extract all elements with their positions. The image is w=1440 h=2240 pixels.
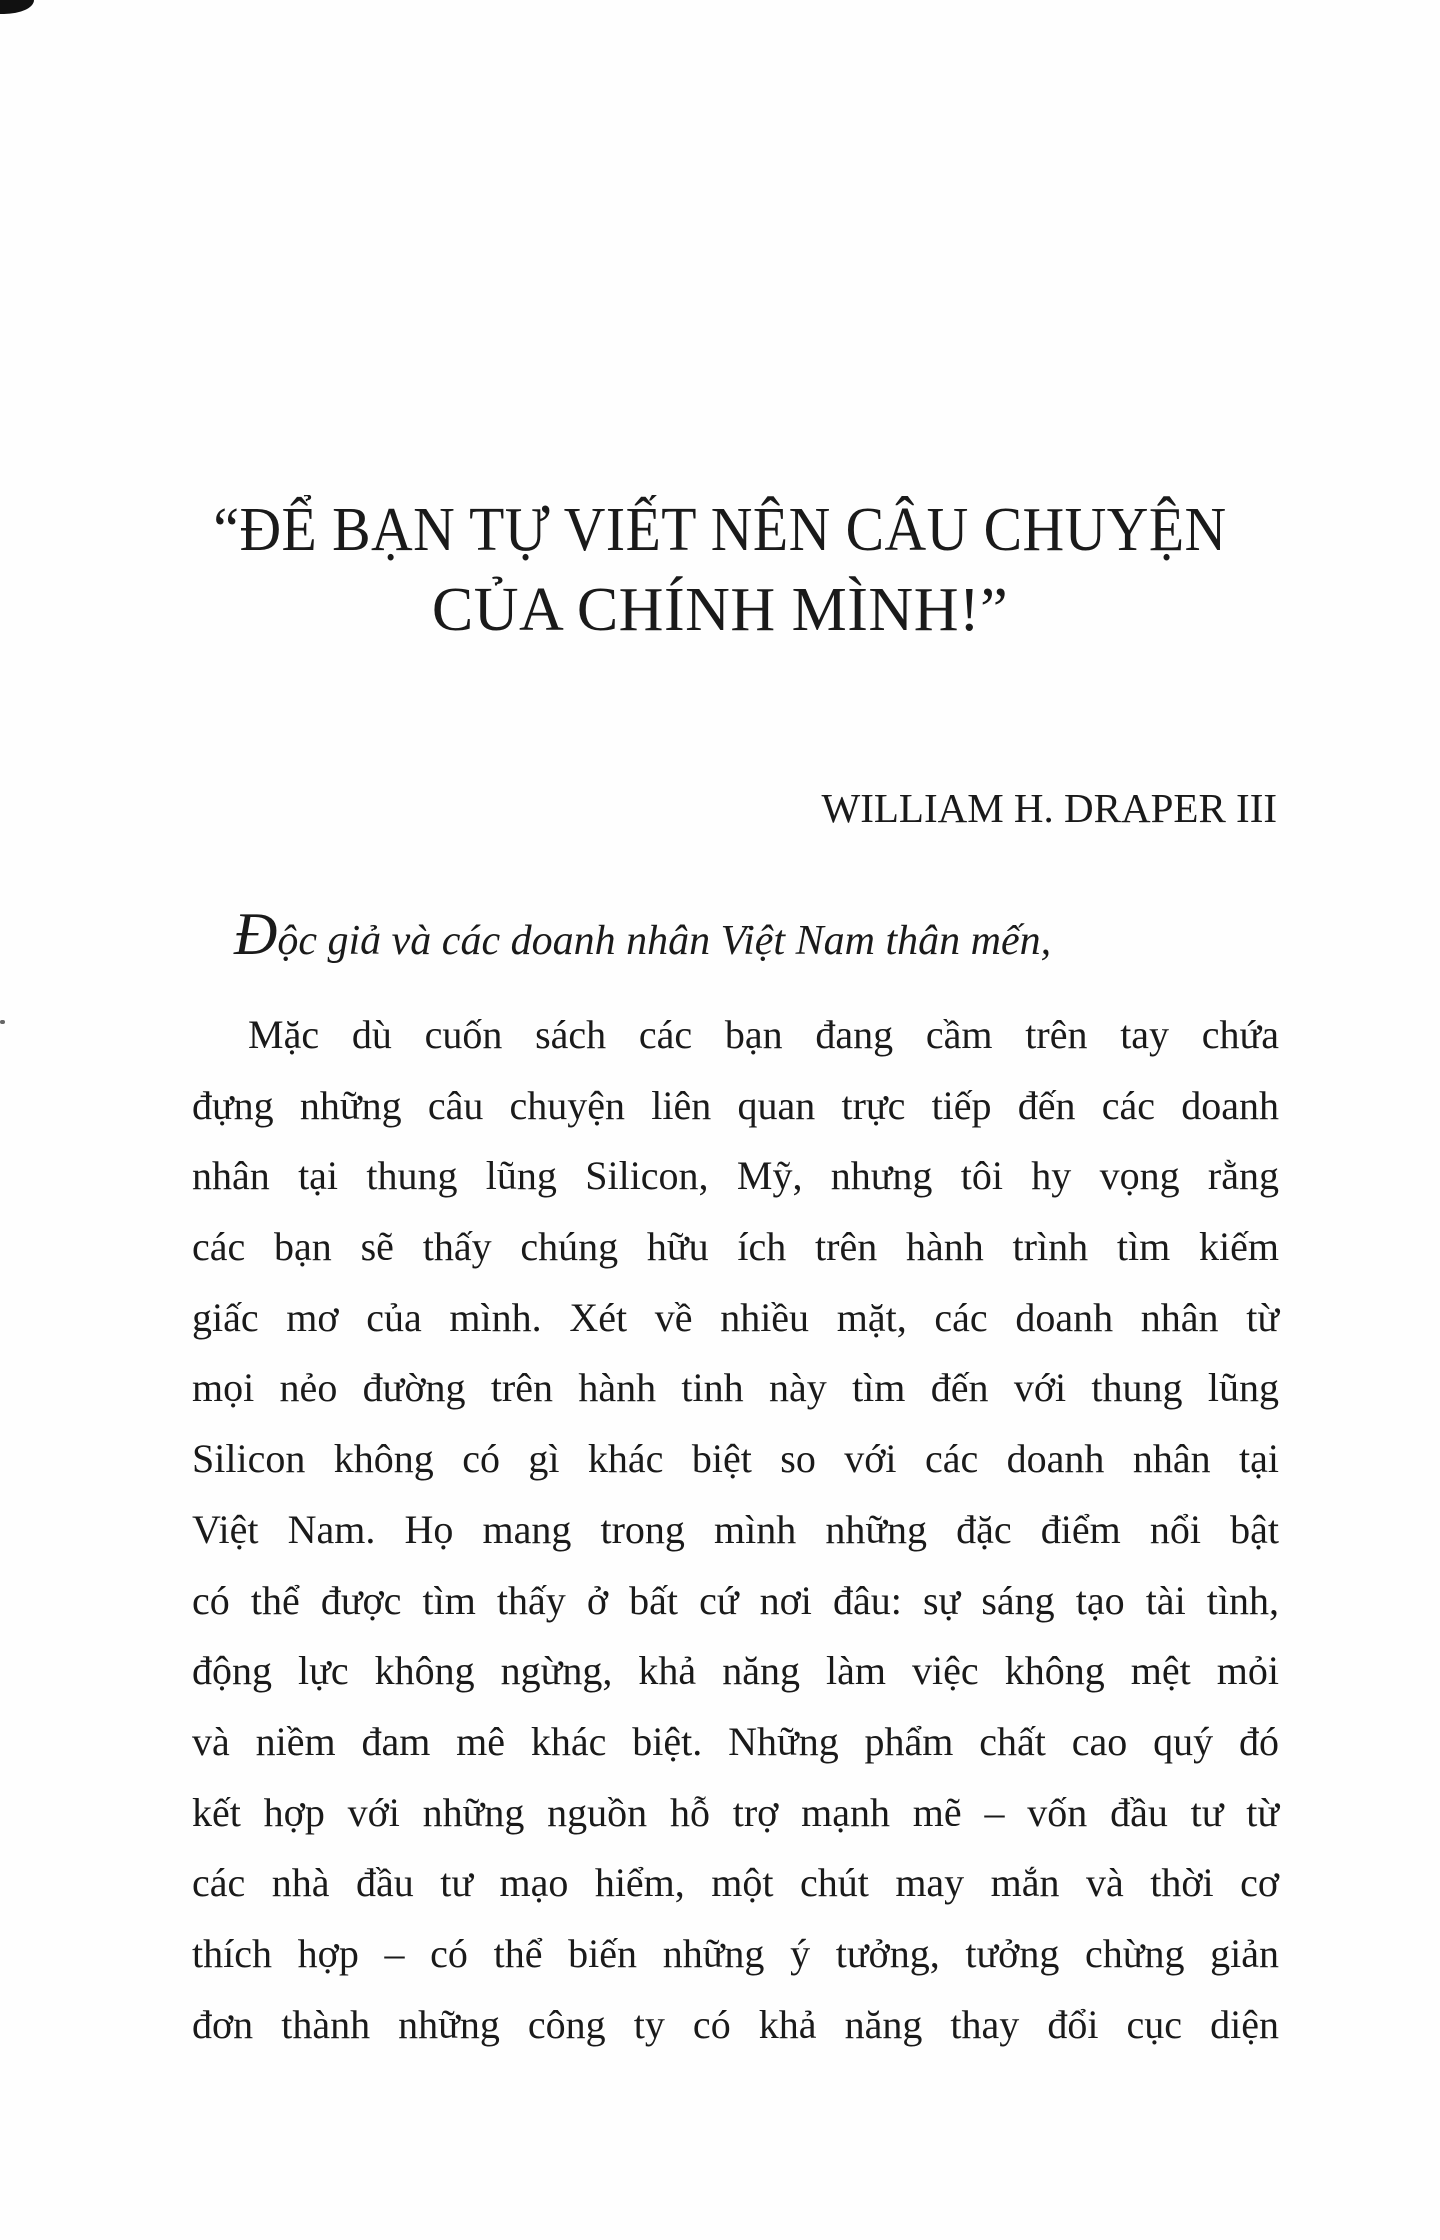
- body-line: đựng những câu chuyện liên quan trực tiếp đến các doanh: [192, 1082, 1279, 1128]
- body-line: thích hợp – có thể biến những ý tưởng, tưởng chừng giản: [192, 1930, 1279, 1976]
- body-line: nhân tại thung lũng Silicon, Mỹ, nhưng tôi hy vọng rằng: [192, 1153, 1279, 1199]
- author-name: WILLIAM H. DRAPER III: [821, 785, 1277, 831]
- title-line-2: CỦA CHÍNH MÌNH!”: [431, 576, 1009, 644]
- body-line: Việt Nam. Họ mang trong mình những đặc điểm nổi bật: [192, 1506, 1279, 1552]
- salutation-initial: Đ: [234, 901, 278, 967]
- body-line: có thể được tìm thấy ở bất cứ nơi đâu: sự sáng tạo tài tình,: [192, 1577, 1279, 1623]
- salutation: [234, 900, 1051, 969]
- page-title: [0, 490, 1440, 650]
- body-line: động lực không ngừng, khả năng làm việc không mệt mỏi: [192, 1648, 1279, 1694]
- scan-corner-mark: [0, 0, 34, 14]
- body-line: Silicon không có gì khác biệt so với các doanh nhân tại: [192, 1436, 1279, 1482]
- scan-edge-speck: [0, 1020, 5, 1024]
- body-line: và niềm đam mê khác biệt. Những phẩm chất cao quý đó: [192, 1718, 1279, 1764]
- body-line: các bạn sẽ thấy chúng hữu ích trên hành trình tìm kiếm: [192, 1224, 1279, 1270]
- body-line: mọi nẻo đường trên hành tinh này tìm đến với thung lũng: [192, 1365, 1279, 1411]
- body-line: các nhà đầu tư mạo hiểm, một chút may mắn và thời cơ: [192, 1860, 1279, 1906]
- title-line-1: “ĐỂ BẠN TỰ VIẾT NÊN CÂU CHUYỆN: [213, 496, 1227, 564]
- body-line: Mặc dù cuốn sách các bạn đang cầm trên tay chứa: [248, 1012, 1279, 1057]
- salutation-text: ộc giả và các doanh nhân Việt Nam thân mến,: [277, 918, 1052, 964]
- body-line: đơn thành những công ty có khả năng thay đổi cục diện: [192, 2001, 1279, 2047]
- body-line: giấc mơ của mình. Xét về nhiều mặt, các doanh nhân từ: [192, 1294, 1279, 1340]
- body-text: [192, 1000, 1279, 2060]
- body-line: kết hợp với những nguồn hỗ trợ mạnh mẽ – vốn đầu tư từ: [192, 1789, 1279, 1835]
